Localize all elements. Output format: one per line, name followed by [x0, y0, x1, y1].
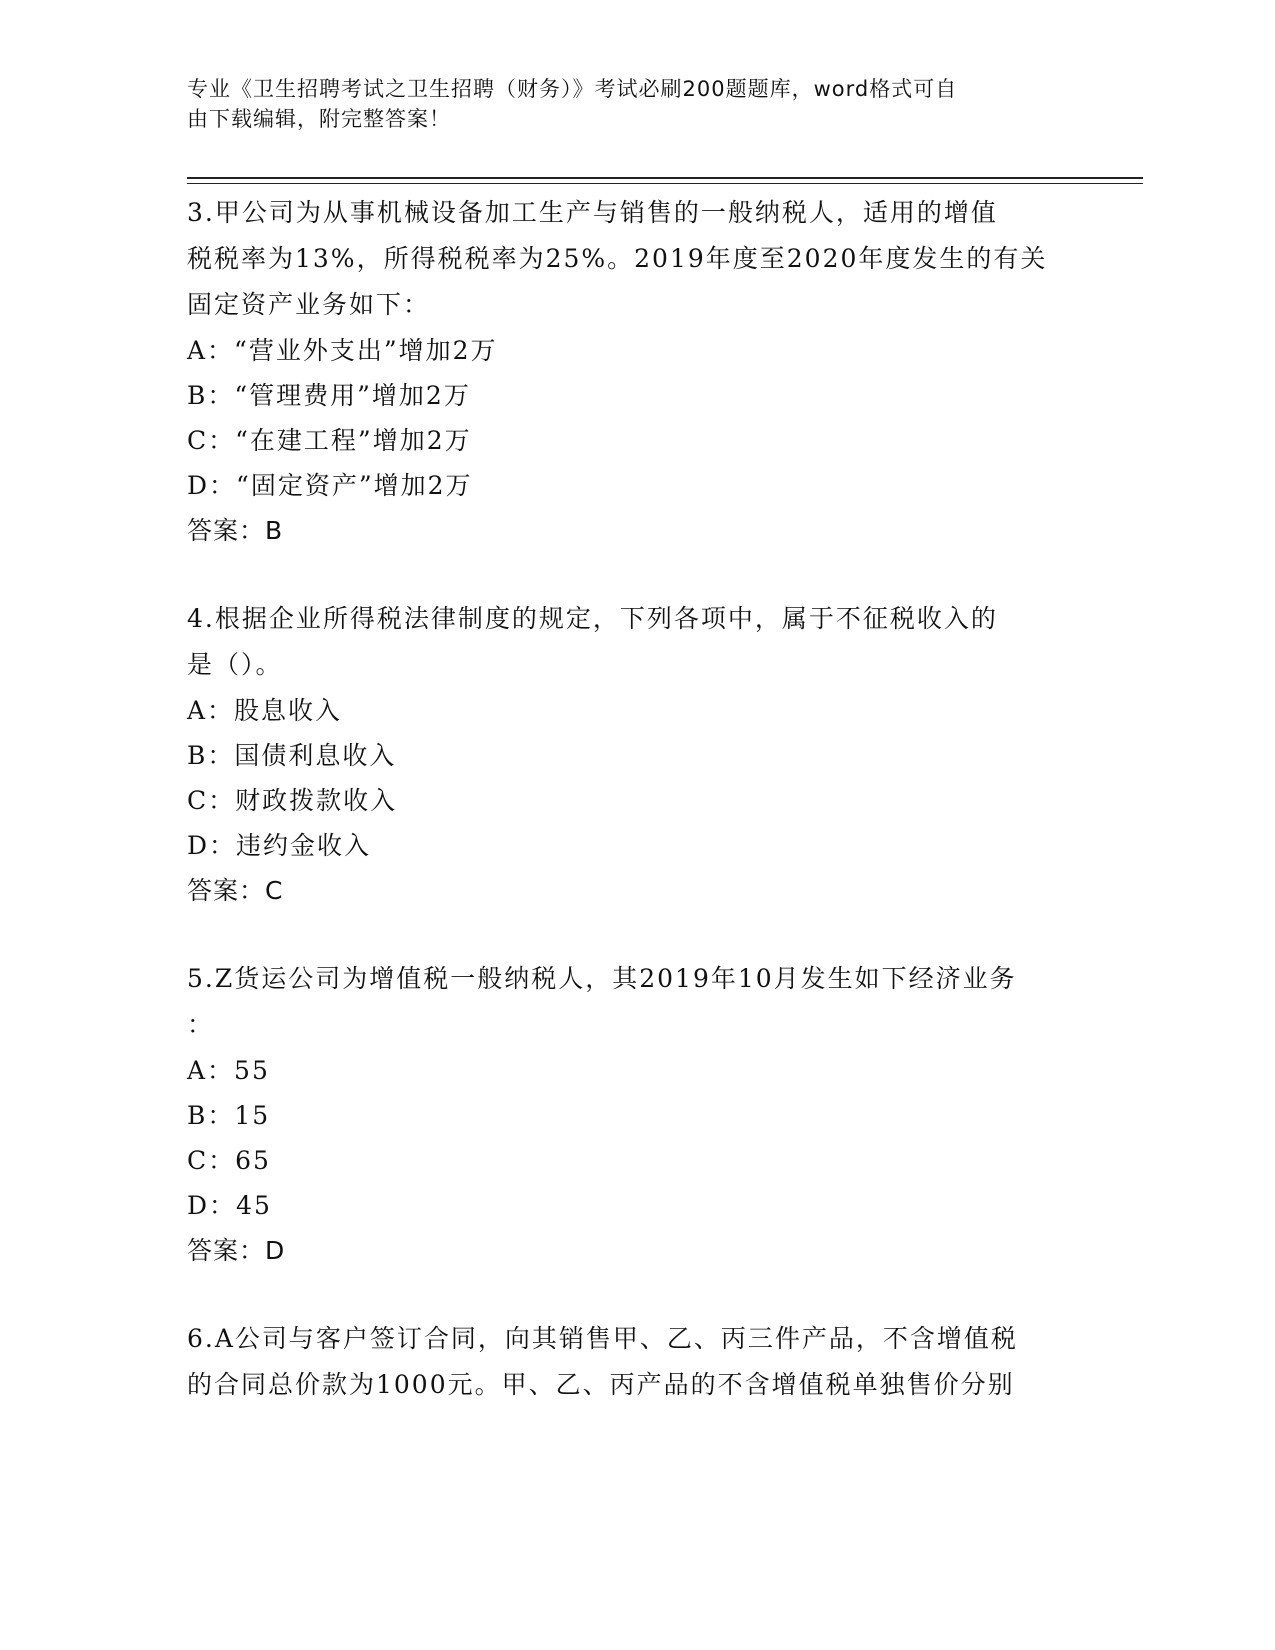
question-3	[187, 190, 1087, 553]
question-stem-line: 4.根据企业所得税法律制度的规定，下列各项中，属于不征税收入的	[187, 604, 998, 633]
option-a: A：“营业外支出”增加2万	[187, 336, 498, 365]
header-line-1: 专业《卫生招聘考试之卫生招聘（财务）》考试必刷200题题库，word格式可自	[187, 77, 958, 101]
question-6	[187, 1316, 1087, 1408]
option-a: A：股息收入	[187, 696, 343, 725]
answer: 答案：C	[187, 876, 284, 905]
question-stem-line: 固定资产业务如下：	[187, 290, 431, 319]
question-stem-line: 的合同总价款为1000元。甲、乙、丙产品的不含增值税单独售价分别	[187, 1370, 1015, 1399]
answer: 答案：D	[187, 1236, 286, 1265]
option-b: B：“管理费用”增加2万	[187, 381, 471, 410]
option-a: A：55	[187, 1056, 270, 1085]
question-stem-line: 是（）。	[187, 650, 283, 679]
question-stem-line: 税税率为13%，所得税税率为25%。2019年度至2020年度发生的有关	[187, 244, 1048, 273]
option-d: D：“固定资产”增加2万	[187, 471, 473, 500]
question-4	[187, 596, 1087, 913]
option-b: B：15	[187, 1101, 271, 1130]
option-c: C：“在建工程”增加2万	[187, 426, 472, 455]
option-b: B：国债利息收入	[187, 741, 397, 770]
option-d: D：45	[187, 1191, 272, 1220]
answer: 答案：B	[187, 516, 284, 545]
option-d: D：违约金收入	[187, 831, 372, 860]
option-c: C：65	[187, 1146, 271, 1175]
question-stem-line: 6.A公司与客户签订合同，向其销售甲、乙、丙三件产品，不含增值税	[187, 1324, 1018, 1353]
header-line-2: 由下载编辑，附完整答案！	[187, 107, 451, 131]
question-5	[187, 956, 1087, 1273]
question-stem-line: 5.Z货运公司为增值税一般纳税人，其2019年10月发生如下经济业务	[187, 964, 1017, 993]
header-divider-thin	[187, 183, 1143, 184]
question-stem-line: ：	[187, 1010, 215, 1039]
question-list	[187, 190, 1087, 1451]
header-divider-thick	[187, 177, 1143, 179]
question-stem-line: 3.甲公司为从事机械设备加工生产与销售的一般纳税人，适用的增值	[187, 198, 998, 227]
option-c: C：财政拨款收入	[187, 786, 398, 815]
document-header	[187, 74, 1067, 134]
